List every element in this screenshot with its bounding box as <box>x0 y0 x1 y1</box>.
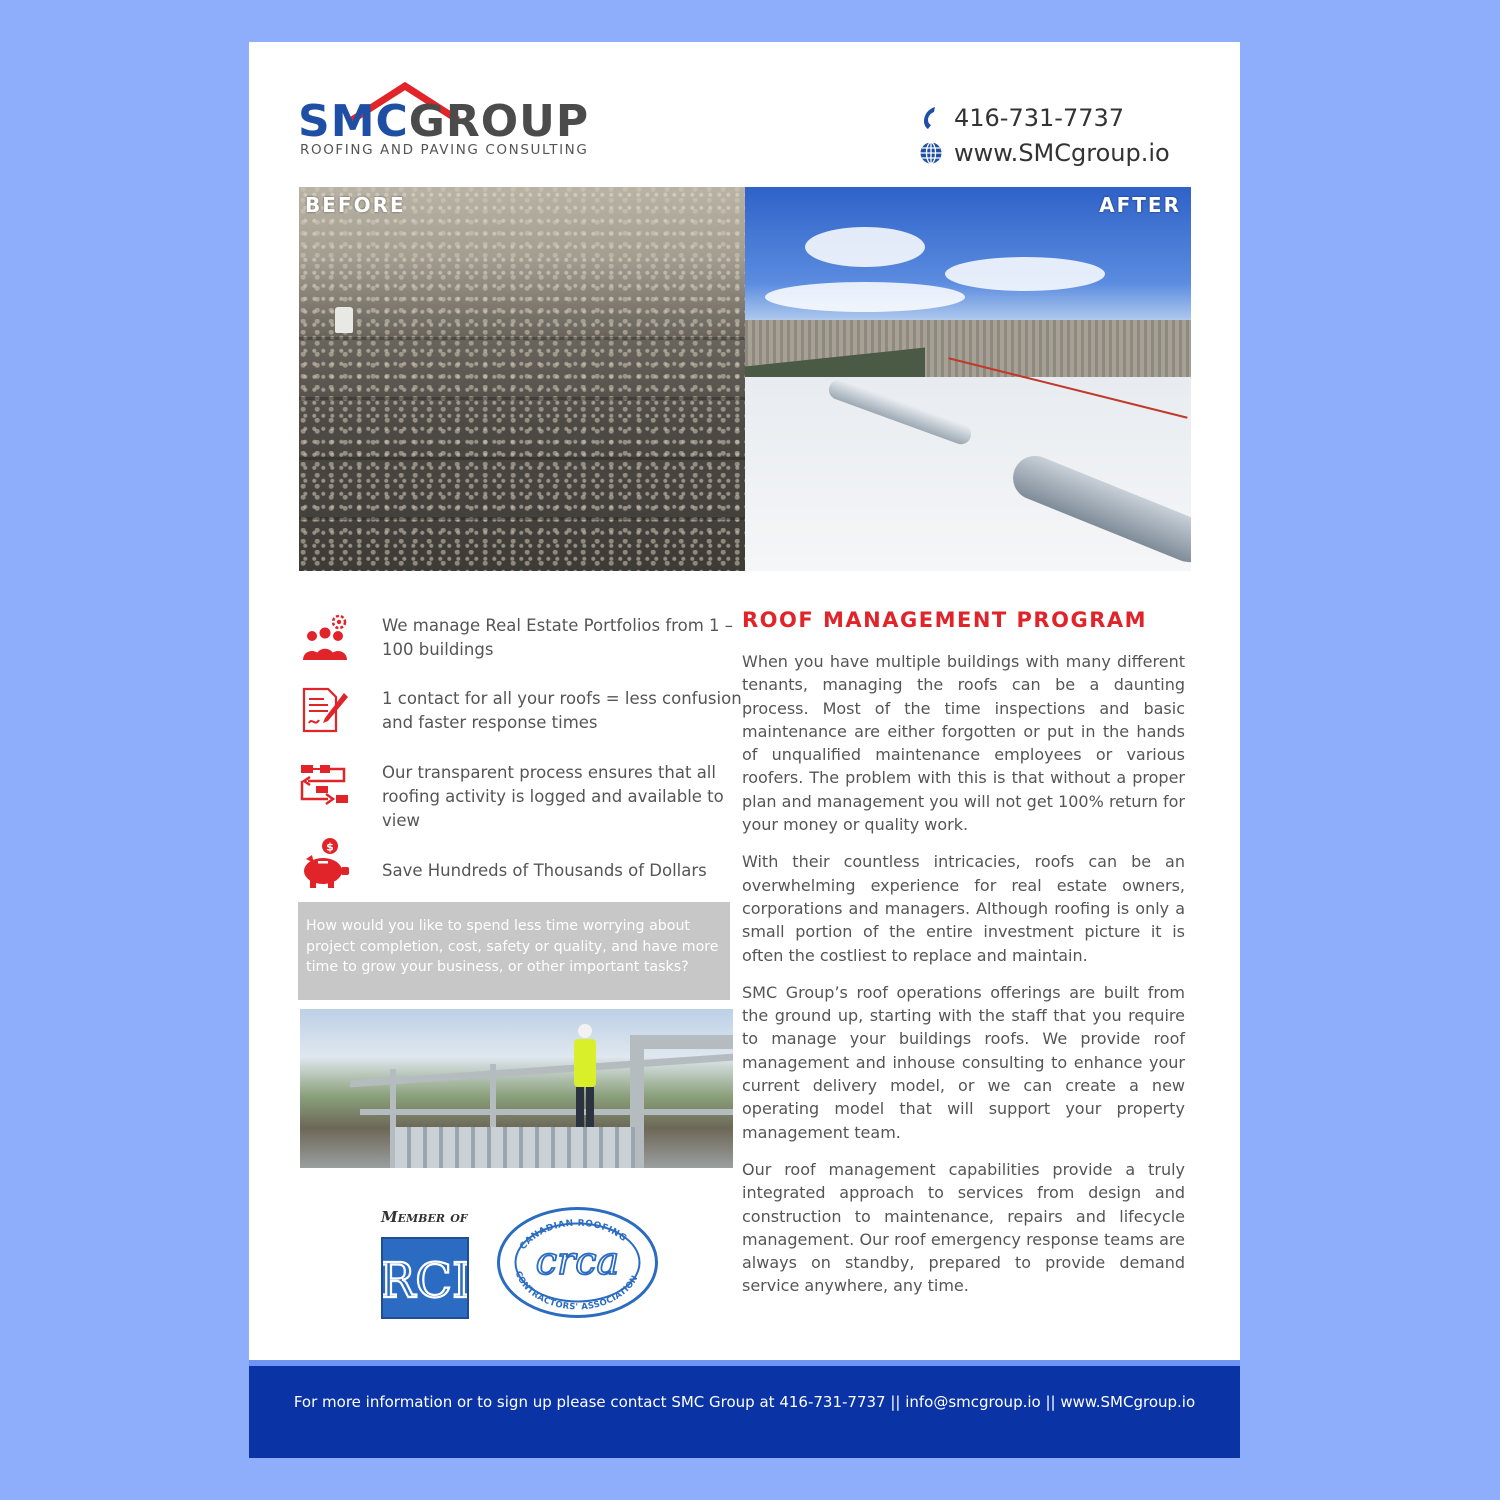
rci-logo-text: RCI <box>383 1253 467 1309</box>
program-paragraph: SMC Group’s roof operations offerings are built from the ground up, starting with the staff that you require to manage your buildings roofs. We provide roof management and inhouse consulting to enhance your current delivery model, or we can create a new operating model that will support your property management team. <box>742 982 1185 1142</box>
contract-pen-icon <box>298 687 352 735</box>
logo-tagline: ROOFING AND PAVING CONSULTING <box>300 142 589 158</box>
svg-text:$: $ <box>326 840 334 854</box>
logo-group: GROUP <box>408 96 590 147</box>
rooftop-inspector-photo <box>300 1009 733 1168</box>
rci-emblem <box>383 1239 467 1317</box>
before-label: BEFORE <box>305 193 406 217</box>
photo-detail <box>630 1035 733 1049</box>
feature-text: We manage Real Estate Portfolios from 1 – 100 buildings <box>382 616 734 659</box>
after-roof-photo <box>745 187 1191 571</box>
rci-logo <box>381 1237 469 1319</box>
footer-bar <box>249 1366 1240 1458</box>
photo-detail <box>765 282 965 312</box>
phone-number: 416-731-7737 <box>954 103 1125 132</box>
photo-detail <box>745 377 1191 571</box>
globe-icon <box>918 140 944 166</box>
program-paragraph: When you have multiple buildings with many different tenants, managing the roofs can be a daunting process. Most of the time inspections and basic maintenance are either forgotten or put in the hands of unqualified maintenance employees or various roofers. The problem with this is that without a proper plan and management you will not get 100% return for your money or quality work. <box>742 652 1185 835</box>
phone-icon <box>918 105 944 131</box>
smc-group-logo <box>298 82 683 162</box>
program-paragraph: With their countless intricacies, roofs can be an overwhelming experience for real estate owners, corporations and managers. Although roofing is only a small portion of the entire investment picture it is often the costliest to replace and maintain. <box>742 852 1185 965</box>
team-gear-icon <box>298 614 352 662</box>
process-flow-icon <box>298 761 352 809</box>
photo-detail <box>395 1127 635 1168</box>
photo-detail <box>360 1109 733 1115</box>
logo-wordmark <box>298 96 590 147</box>
program-paragraph: Our roof management capabilities provide a truly integrated approach to services from design and construction to maintenance, repairs and lifecycle management. Our roof emergency response teams are always on standby, prepared to provide demand service anywhere, any time. <box>742 1159 1185 1296</box>
header-contact <box>918 100 1198 170</box>
piggy-bank-icon <box>298 837 352 889</box>
callout-box: How would you like to spend less time worrying about project completion, cost, safety or quality, and have more time to grow your business, or other important tasks? <box>298 902 730 1000</box>
feature-text: 1 contact for all your roofs = less confusion and faster response times <box>382 689 742 732</box>
photo-detail <box>299 517 745 520</box>
website-row[interactable] <box>918 135 1198 170</box>
crca-logo-text: crca <box>535 1239 620 1283</box>
logo-smc: SMC <box>298 96 409 147</box>
photo-detail <box>945 257 1105 291</box>
photo-detail <box>299 457 745 460</box>
program-body <box>742 650 1185 1312</box>
roof-vent <box>335 307 353 333</box>
footer-contact-text: For more information or to sign up please contact SMC Group at 416-731-7737 || info@smcgroup.io || www.SMCgroup.io <box>293 1393 1196 1411</box>
program-title: ROOF MANAGEMENT PROGRAM <box>742 608 1148 632</box>
member-of-label: Member of <box>381 1208 468 1226</box>
before-roof-photo <box>299 187 745 571</box>
photo-detail <box>299 397 745 400</box>
photo-detail <box>299 337 745 340</box>
feature-text: Our transparent process ensures that all roofing activity is logged and available to view <box>382 763 724 830</box>
phone-row[interactable] <box>918 100 1198 135</box>
crca-ring-top: CANADIAN ROOFING <box>518 1218 629 1252</box>
photo-detail <box>805 227 925 267</box>
crca-logo <box>496 1206 659 1319</box>
crca-ring-bottom: CONTRACTORS' ASSOCIATION <box>512 1269 641 1313</box>
website-url: www.SMCgroup.io <box>954 138 1170 167</box>
photo-detail <box>350 1054 733 1088</box>
after-label: AFTER <box>1099 193 1181 217</box>
feature-text: Save Hundreds of Thousands of Dollars <box>382 861 707 880</box>
